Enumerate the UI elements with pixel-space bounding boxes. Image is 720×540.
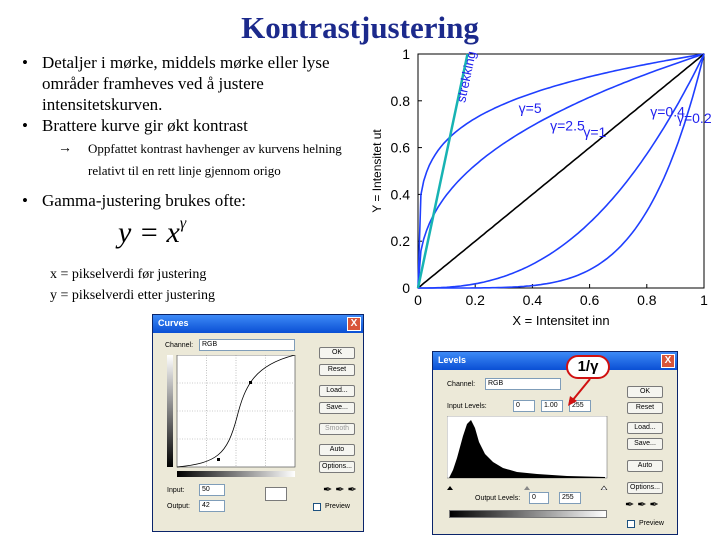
curves-auto-button[interactable]: Auto	[319, 444, 355, 456]
curves-output-field[interactable]: 42	[199, 500, 225, 512]
levels-auto-button[interactable]: Auto	[627, 460, 663, 472]
y-tick-label: 1	[402, 46, 410, 62]
definition-x: x = pikselverdi før justering	[50, 267, 207, 282]
y-axis-label: Y = Intensitet ut	[370, 129, 384, 213]
y-tick-label: 0.8	[390, 92, 410, 109]
x-tick-label: 0.2	[465, 292, 485, 308]
levels-options-button[interactable]: Options...	[627, 482, 663, 494]
levels-title: Levels	[438, 355, 467, 365]
gamma-chart	[370, 40, 720, 330]
curves-channel-label: Channel:	[165, 342, 194, 349]
curves-channel-select[interactable]: RGB	[199, 339, 295, 351]
curves-smooth-button[interactable]: Smooth	[319, 423, 355, 435]
series-label: γ=0.4	[650, 103, 685, 120]
series-label: strekking	[453, 49, 479, 104]
bullet-item	[20, 52, 380, 115]
definition-y: y = pikselverdi etter justering	[50, 288, 215, 303]
x-tick-label: 0.4	[522, 292, 543, 308]
bullet-dot: •	[22, 53, 28, 72]
white-point-slider[interactable]	[601, 486, 607, 490]
curves-options-button[interactable]: Options...	[319, 461, 355, 473]
curves-load-button[interactable]: Load...	[319, 385, 355, 397]
levels-preview-label: Preview	[639, 520, 664, 527]
levels-load-button[interactable]: Load...	[627, 422, 663, 434]
curves-save-button[interactable]: Save...	[319, 402, 355, 414]
series-label: γ=5	[518, 99, 542, 116]
levels-title-bar	[433, 352, 677, 370]
sub-bullet-text: Oppfattet kontrast havhenger av kurvens helning relativt til en rett linje gjennom origo	[88, 141, 342, 178]
eyedropper-icon[interactable]: ✒ ✒ ✒	[323, 484, 357, 496]
gamma-formula	[118, 215, 186, 250]
curves-graph[interactable]	[167, 355, 305, 481]
bullet-item	[20, 190, 380, 211]
x-axis-label: X = Intensitet inn	[512, 313, 610, 328]
levels-histogram	[447, 416, 609, 490]
levels-channel-label: Channel:	[447, 381, 476, 388]
levels-save-button[interactable]: Save...	[627, 438, 663, 450]
levels-dialog	[432, 351, 678, 535]
y-tick-label: 0.2	[390, 233, 410, 250]
x-tick-label: 0.8	[637, 292, 657, 308]
levels-channel-select[interactable]: RGB	[485, 378, 561, 390]
levels-reset-button[interactable]: Reset	[627, 402, 663, 414]
levels-ok-button[interactable]: OK	[627, 386, 663, 398]
sub-bullet-item	[20, 138, 380, 182]
definitions	[50, 264, 215, 306]
curves-preview-label: Preview	[325, 503, 350, 510]
x-tick-label: 1	[700, 292, 708, 308]
levels-input-black[interactable]: 0	[513, 400, 535, 412]
formula-base: y = x	[118, 216, 180, 249]
curves-input-label: Input:	[167, 487, 185, 494]
curves-title: Curves	[158, 318, 189, 328]
black-point-slider[interactable]	[447, 486, 453, 490]
levels-close-button[interactable]: X	[661, 354, 675, 368]
x-tick-label: 0.6	[579, 292, 600, 308]
bullet-dot: •	[22, 116, 28, 135]
curves-dialog	[152, 314, 364, 532]
curves-close-button[interactable]: X	[347, 317, 361, 331]
bullet-text: Detaljer i mørke, middels mørke eller lyse områder framheves ved å justere intensitetskurven.	[42, 53, 330, 114]
eyedropper-icon[interactable]: ✒ ✒ ✒	[625, 499, 659, 511]
levels-input-label: Input Levels:	[447, 403, 487, 410]
gamma-slider[interactable]	[524, 486, 530, 490]
bullet-list	[20, 52, 380, 211]
gamma-callout	[566, 355, 610, 379]
curves-preview-checkbox[interactable]	[313, 503, 321, 511]
levels-preview-checkbox[interactable]	[627, 520, 635, 528]
page-title: Kontrastjustering	[241, 10, 479, 45]
output-gradient-bar	[449, 510, 607, 518]
levels-output-white[interactable]: 255	[559, 492, 581, 504]
levels-input-white[interactable]: 255	[569, 400, 591, 412]
series-label: γ=0.2	[676, 110, 712, 127]
formula-exponent: γ	[179, 215, 187, 232]
curves-output-label: Output:	[167, 503, 190, 510]
levels-input-gamma[interactable]: 1.00	[541, 400, 563, 412]
curves-title-bar	[153, 315, 363, 333]
bullet-dot: •	[22, 191, 28, 210]
levels-output-label: Output Levels:	[475, 495, 521, 502]
series-label: γ=2.5	[550, 117, 585, 134]
curves-ok-button[interactable]: OK	[319, 347, 355, 359]
series-label: γ=1	[583, 123, 607, 140]
levels-output-black[interactable]: 0	[529, 492, 549, 504]
y-tick-label: 0.6	[390, 139, 410, 156]
y-tick-label: 0.4	[390, 186, 410, 203]
bullet-text: Brattere kurve gir økt kontrast	[42, 116, 248, 135]
curves-reset-button[interactable]: Reset	[319, 364, 355, 376]
curve-tool-icon[interactable]	[265, 487, 287, 501]
arrow-icon: →	[58, 141, 72, 156]
bullet-text: Gamma-justering brukes ofte:	[42, 191, 246, 210]
gamma-callout-text: 1/γ	[577, 358, 599, 375]
curves-input-field[interactable]: 50	[199, 484, 225, 496]
y-tick-label: 0	[402, 280, 410, 296]
x-tick-label: 0	[414, 292, 422, 308]
bullet-item	[20, 115, 380, 136]
